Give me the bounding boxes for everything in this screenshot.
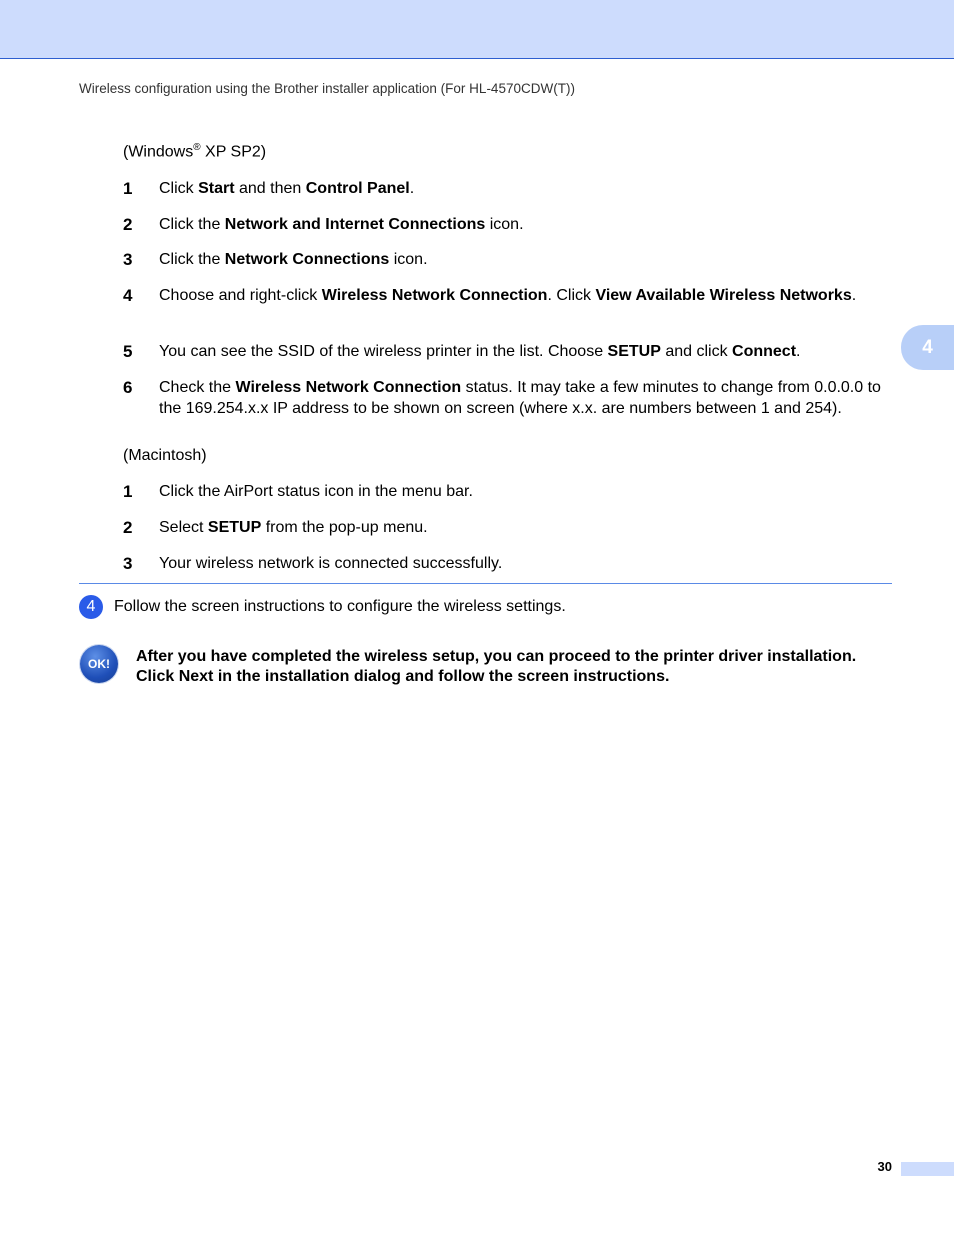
step-text-run: . xyxy=(851,287,857,304)
ui-term: Connect xyxy=(732,343,797,360)
ui-term: Wireless Network Connection xyxy=(321,287,548,304)
registered-mark: ® xyxy=(193,142,201,153)
ui-term: Network and Internet Connections xyxy=(224,216,486,233)
ok-icon: OK! xyxy=(80,645,118,683)
step-text-run: Click the xyxy=(159,251,225,268)
step-text-run: Click the AirPort status icon in the menu bar. xyxy=(159,483,473,500)
step-text-run: . xyxy=(409,180,415,197)
ui-term: SETUP xyxy=(207,519,262,536)
windows-label xyxy=(123,142,266,161)
step-text xyxy=(159,481,891,502)
step-text-run: from the pop-up menu. xyxy=(261,519,428,536)
ui-term: SETUP xyxy=(607,343,661,360)
footer-band xyxy=(901,1162,954,1176)
step-text xyxy=(159,178,891,199)
step-text-run: Click xyxy=(159,180,199,197)
step-text xyxy=(159,517,891,538)
step-text xyxy=(159,285,891,306)
step-text-run: Check the xyxy=(159,379,236,396)
step-text xyxy=(159,341,891,362)
step-text-run: Select xyxy=(159,519,208,536)
step-circle-number: 4 xyxy=(79,595,103,619)
step-number: 5 xyxy=(123,342,133,361)
page-number: 30 xyxy=(877,1159,892,1174)
step-text-run: status. It may take a few minutes to change from 0.0.0.0 to the 169.254.x.x IP address to be shown on screen (where x.x. are numbers between 1 and 254). xyxy=(159,379,881,417)
ok-note xyxy=(136,647,896,687)
step-number: 3 xyxy=(123,554,133,573)
ui-term: Wireless Network Connection xyxy=(235,379,462,396)
step-text xyxy=(159,553,891,574)
step-number: 6 xyxy=(123,378,133,397)
windows-label-suffix: XP SP2) xyxy=(200,143,267,161)
step-text xyxy=(159,249,891,270)
step-text-run: Choose and right-click xyxy=(159,287,322,304)
step-text-run: and click xyxy=(660,343,733,360)
step-text-run: Click the xyxy=(159,216,225,233)
ui-term: Control Panel xyxy=(305,180,410,197)
main-step-text: Follow the screen instructions to configure the wireless settings. xyxy=(114,598,566,615)
step-text-run: and then xyxy=(234,180,306,197)
chapter-tab: 4 xyxy=(901,325,954,370)
step-number: 1 xyxy=(123,179,133,198)
running-header: Wireless configuration using the Brother installer application (For HL-4570CDW(T)) xyxy=(79,81,575,96)
step-text-run: . xyxy=(796,343,801,360)
ok-note-line-2: Click Next in the installation dialog and follow the screen instructions. xyxy=(136,668,670,685)
step-text xyxy=(159,214,891,235)
step-number: 2 xyxy=(123,518,133,537)
step-number: 1 xyxy=(123,482,133,501)
step-text-run: icon. xyxy=(485,216,524,233)
step-number: 2 xyxy=(123,215,133,234)
ui-term: Network Connections xyxy=(224,251,390,268)
step-text-run: Your wireless network is connected successfully. xyxy=(159,555,503,572)
ui-term: Start xyxy=(198,180,235,197)
windows-label-text: (Windows xyxy=(123,143,194,161)
step-text-run: . Click xyxy=(547,287,596,304)
step-text xyxy=(159,377,891,419)
step-text-run: You can see the SSID of the wireless printer in the list. Choose xyxy=(159,343,608,360)
mac-label: (Macintosh) xyxy=(123,447,207,464)
ui-term: View Available Wireless Networks xyxy=(595,287,852,304)
section-divider xyxy=(79,583,892,584)
ok-note-line-1: After you have completed the wireless setup, you can proceed to the printer driver installation. xyxy=(136,648,857,665)
top-header-band xyxy=(0,0,954,59)
step-number: 3 xyxy=(123,250,133,269)
step-text-run: icon. xyxy=(389,251,428,268)
step-number: 4 xyxy=(123,286,133,305)
